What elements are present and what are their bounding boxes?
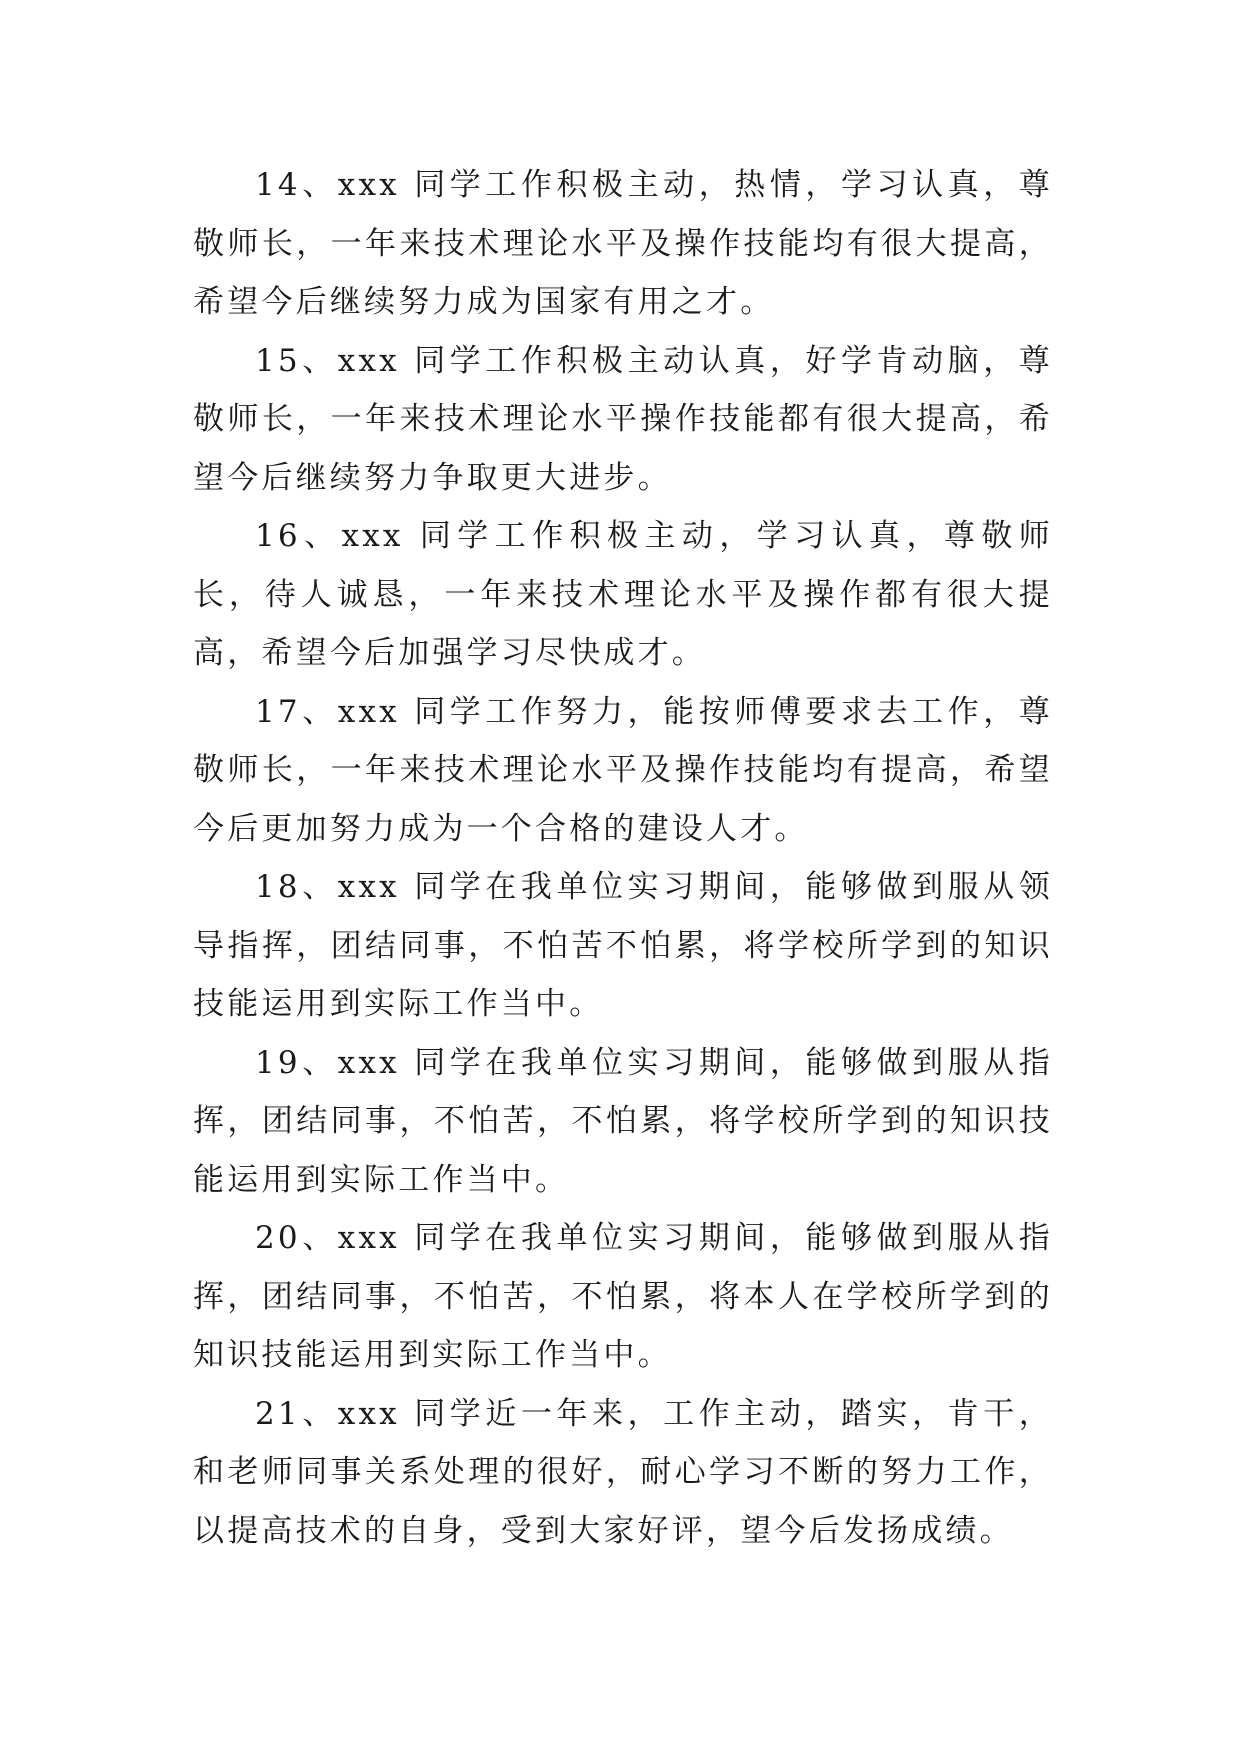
paragraph-20: 20、xxx 同学在我单位实习期间，能够做到服从指挥，团结同事，不怕苦，不怕累，将本人在学校所学到的知识技能运用到实际工作当中。 [193, 1220, 1053, 1373]
document-body [193, 156, 1053, 1560]
paragraph-15: 15、xxx 同学工作积极主动认真，好学肯动脑，尊敬师长，一年来技术理论水平操作技能都有很大提高，希望今后继续努力争取更大进步。 [193, 342, 1053, 496]
paragraph-19: 19、xxx 同学在我单位实习期间，能够做到服从指挥，团结同事，不怕苦，不怕累，将学校所学到的知识技能运用到实际工作当中。 [193, 1044, 1053, 1198]
paragraph-14: 14、xxx 同学工作积极主动，热情，学习认真，尊敬师长，一年来技术理论水平及操作技能均有很大提高，希望今后继续努力成为国家有用之才。 [193, 167, 1053, 320]
paragraph-17: 17、xxx 同学工作努力，能按师傅要求去工作，尊敬师长，一年来技术理论水平及操作技能均有提高，希望今后更加努力成为一个合格的建设人才。 [193, 693, 1053, 847]
paragraph-16: 16、xxx 同学工作积极主动，学习认真，尊敬师长，待人诚恳，一年来技术理论水平及操作都有很大提高，希望今后加强学习尽快成才。 [193, 518, 1053, 671]
paragraph-21: 21、xxx 同学近一年来，工作主动，踏实，肯干，和老师同事关系处理的很好，耐心学习不断的努力工作，以提高技术的自身，受到大家好评，望今后发扬成绩。 [193, 1395, 1053, 1549]
paragraph-18: 18、xxx 同学在我单位实习期间，能够做到服从领导指挥，团结同事，不怕苦不怕累，将学校所学到的知识技能运用到实际工作当中。 [193, 869, 1053, 1022]
